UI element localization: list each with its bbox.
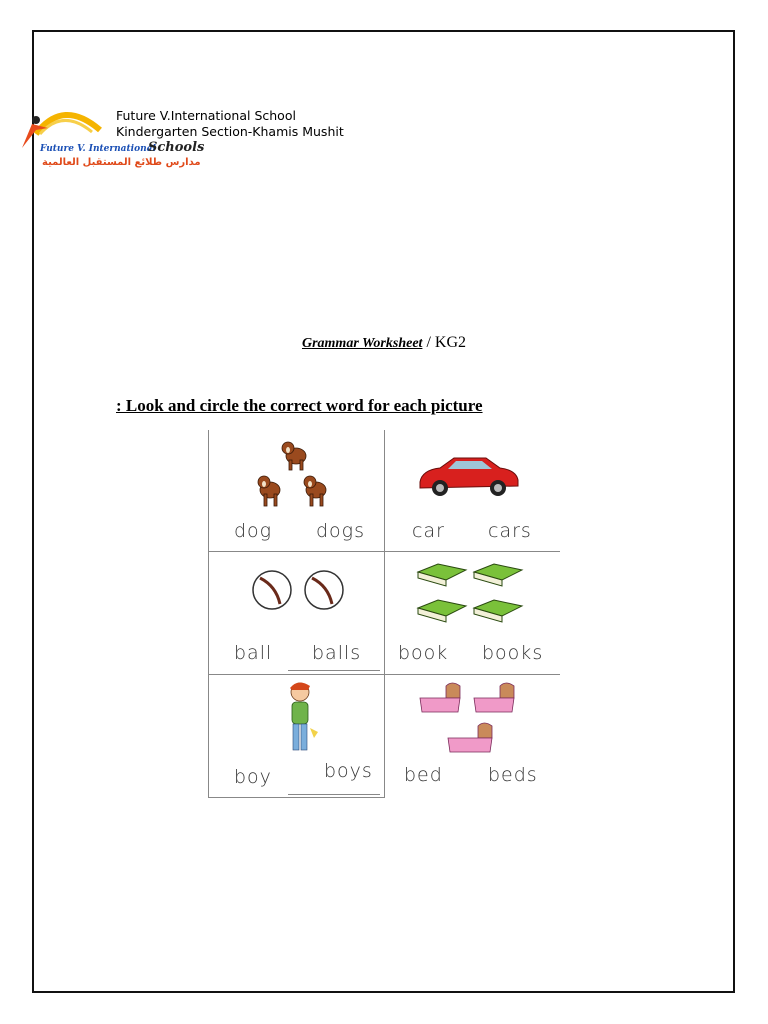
worksheet-title xyxy=(0,334,768,352)
word-singular[interactable]: ball xyxy=(234,642,273,664)
word-singular[interactable]: bed xyxy=(404,764,443,786)
dogs-icon xyxy=(256,434,336,514)
books-icon xyxy=(416,560,528,630)
cell-book xyxy=(384,552,560,674)
cell-ball xyxy=(208,552,384,674)
school-section: Kindergarten Section-Khamis Mushit xyxy=(116,124,344,139)
cell-bed xyxy=(384,674,560,796)
worksheet-title-text: Grammar Worksheet xyxy=(301,336,423,351)
beds-icon xyxy=(418,678,530,762)
word-plural[interactable]: beds xyxy=(488,764,538,786)
boy-icon xyxy=(284,678,324,758)
word-plural[interactable]: books xyxy=(482,642,544,664)
word-singular[interactable]: boy xyxy=(234,766,272,788)
car-icon xyxy=(416,452,522,498)
cell-boy xyxy=(208,674,384,796)
school-header xyxy=(116,108,344,140)
word-plural[interactable]: boys xyxy=(324,760,373,782)
svg-text:مدارس طلائع المستقبل العالمية: مدارس طلائع المستقبل العالمية xyxy=(42,157,201,168)
cell-dog xyxy=(208,430,384,552)
instruction: : Look and circle the correct word for each picture xyxy=(116,396,483,415)
word-singular[interactable]: book xyxy=(398,642,449,664)
balls-icon xyxy=(250,568,346,612)
grid-line xyxy=(208,797,384,798)
word-singular[interactable]: dog xyxy=(234,520,273,542)
word-plural[interactable]: balls xyxy=(312,642,362,664)
svg-text:Schools: Schools xyxy=(148,140,205,155)
school-name: Future V.International School xyxy=(116,108,296,123)
word-singular[interactable]: car xyxy=(412,520,445,542)
word-plural[interactable]: cars xyxy=(488,520,532,542)
cell-car xyxy=(384,430,560,552)
svg-text:Future V. International: Future V. International xyxy=(40,144,156,154)
word-plural[interactable]: dogs xyxy=(316,520,365,542)
grade-label: / KG2 xyxy=(422,334,466,351)
picture-grid xyxy=(208,430,560,798)
